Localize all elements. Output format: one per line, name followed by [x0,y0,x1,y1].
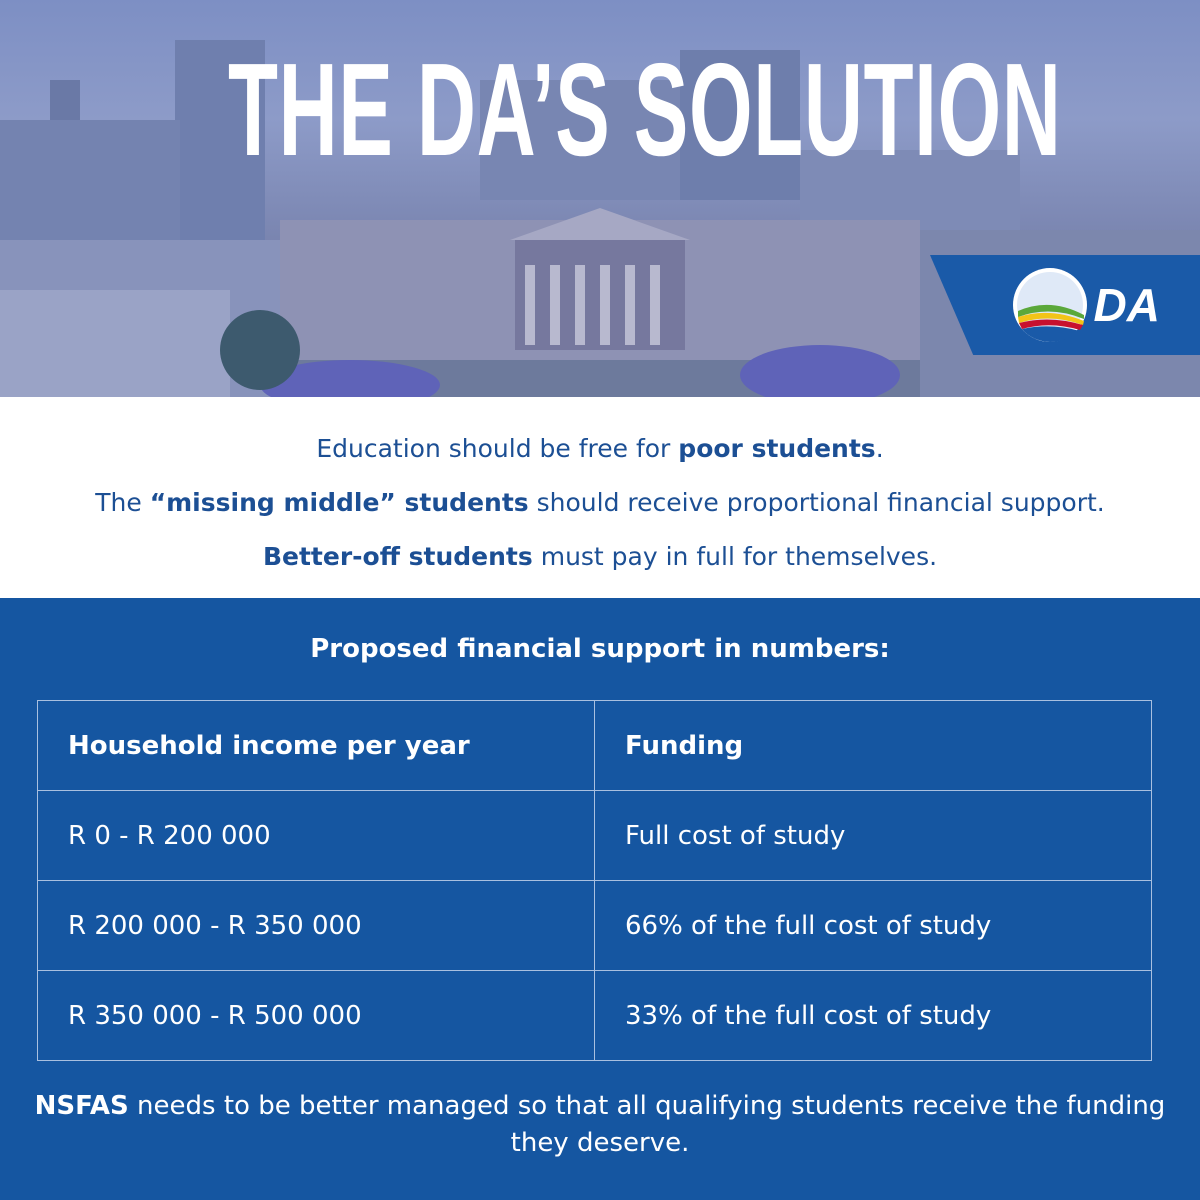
table-header-row [38,701,1152,791]
funding-table [37,700,1152,1061]
footer-note [0,1088,1200,1162]
table-row [38,971,1152,1061]
text: should receive proportional financial support. [528,488,1105,517]
income-cell: R 200 000 - R 350 000 [38,881,595,971]
page-title: THE DA’S SOLUTION [228,36,1062,183]
funding-cell: 66% of the full cost of study [595,881,1152,971]
text: must pay in full for themselves. [532,542,938,571]
emphasis: NSFAS [34,1091,129,1121]
column-header: Funding [595,701,1152,791]
text: The [95,488,150,517]
column-header: Household income per year [38,701,595,791]
income-cell: R 0 - R 200 000 [38,791,595,881]
emphasis: “missing middle” students [149,488,529,517]
emphasis: poor students [678,434,876,463]
table-row [38,791,1152,881]
intro-text [0,397,1200,598]
emphasis: Better-off students [262,542,533,571]
income-cell: R 350 000 - R 500 000 [38,971,595,1061]
header-image [0,0,1200,397]
logo-text: DA [1093,279,1160,331]
table-row [38,881,1152,971]
funding-cell: Full cost of study [595,791,1152,881]
section-heading: Proposed financial support in numbers: [310,634,890,664]
intro-line-1 [0,422,1200,476]
da-logo [1012,267,1160,343]
text: Education should be free for [316,434,679,463]
text: . [875,434,884,463]
da-sun-logo-icon [1012,267,1088,343]
funding-cell: 33% of the full cost of study [595,971,1152,1061]
funding-section [0,598,1200,1200]
intro-line-3 [0,530,1200,584]
text: needs to be better managed so that all qualifying students receive the funding they deserve. [128,1091,1166,1158]
intro-line-2 [0,476,1200,530]
